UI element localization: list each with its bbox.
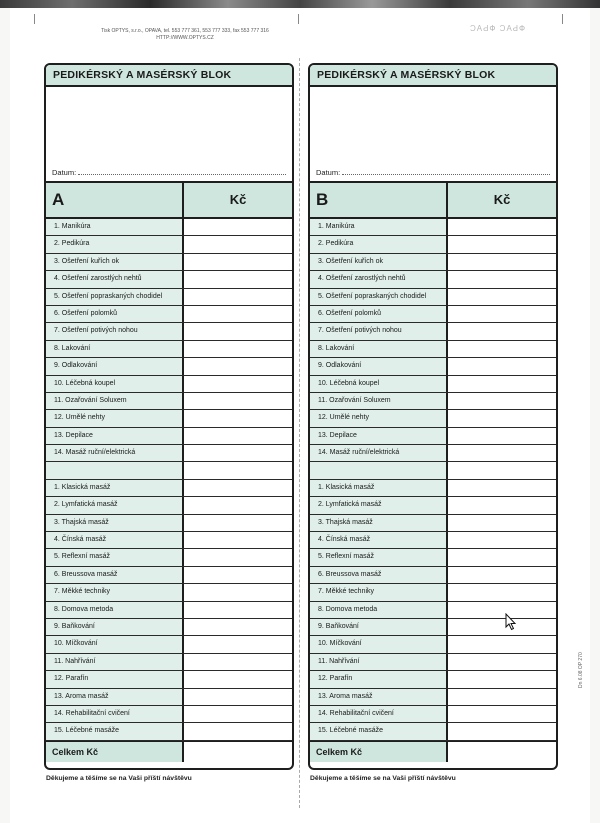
printer-line-2: HTTP://WWW.OPTYS.CZ	[156, 35, 214, 41]
service-label: 11. Nahřívání	[46, 654, 184, 670]
service-list	[46, 219, 292, 741]
service-label: 3. Ošetření kuřích ok	[310, 254, 448, 270]
price-cell[interactable]	[184, 376, 292, 392]
price-cell[interactable]	[448, 323, 556, 339]
price-cell[interactable]	[448, 602, 556, 618]
service-row	[46, 497, 292, 514]
price-cell[interactable]	[448, 584, 556, 600]
service-row	[46, 723, 292, 740]
service-row	[310, 584, 556, 601]
price-cell[interactable]	[448, 706, 556, 722]
service-label	[46, 462, 184, 478]
service-row	[310, 723, 556, 740]
price-cell[interactable]	[448, 462, 556, 478]
price-cell[interactable]	[184, 706, 292, 722]
service-label: 7. Ošetření potivých nohou	[310, 323, 448, 339]
price-cell[interactable]	[184, 393, 292, 409]
top-code: ƆAԀФ ƆAԀФ	[470, 24, 527, 33]
service-label: 15. Léčebné masáže	[46, 723, 184, 739]
service-row	[46, 289, 292, 306]
price-cell[interactable]	[184, 654, 292, 670]
service-label: 4. Čínská masáž	[310, 532, 448, 548]
service-label: 3. Ošetření kuřích ok	[46, 254, 184, 270]
service-row	[310, 254, 556, 271]
price-cell[interactable]	[184, 445, 292, 461]
service-row	[310, 410, 556, 427]
service-label: 1. Manikúra	[46, 219, 184, 235]
form-title: PEDIKÉRSKÝ A MASÉRSKÝ BLOK	[310, 65, 556, 87]
service-row	[46, 219, 292, 236]
price-cell[interactable]	[448, 428, 556, 444]
datum-label: Datum:	[316, 168, 341, 177]
service-label: 9. Odlakování	[310, 358, 448, 374]
service-row	[46, 254, 292, 271]
service-label: 7. Měkké techniky	[46, 584, 184, 600]
service-label: 6. Ošetření polomků	[46, 306, 184, 322]
price-cell[interactable]	[448, 393, 556, 409]
service-row	[310, 323, 556, 340]
service-label: 11. Ozařování Soluxem	[310, 393, 448, 409]
service-label: 1. Klasická masáž	[310, 480, 448, 496]
service-label: 10. Léčebná koupel	[310, 376, 448, 392]
total-label: Celkem Kč	[46, 742, 184, 762]
service-label: 8. Lakování	[46, 341, 184, 357]
price-cell[interactable]	[448, 254, 556, 270]
price-cell[interactable]	[184, 515, 292, 531]
price-cell[interactable]	[184, 341, 292, 357]
service-row	[310, 428, 556, 445]
service-row	[46, 532, 292, 549]
service-row	[46, 323, 292, 340]
service-row	[46, 376, 292, 393]
thanks-note-b: Děkujeme a těšíme se na Vaši příští návštěvu	[310, 775, 456, 782]
separator-row	[310, 462, 556, 479]
price-cell[interactable]	[184, 236, 292, 252]
price-cell[interactable]	[448, 410, 556, 426]
service-label: 9. Baňkování	[310, 619, 448, 635]
price-cell[interactable]	[448, 654, 556, 670]
price-cell[interactable]	[184, 410, 292, 426]
perforation-line	[299, 58, 300, 808]
service-row	[46, 341, 292, 358]
price-cell[interactable]	[184, 254, 292, 270]
service-label: 1. Manikúra	[310, 219, 448, 235]
price-cell[interactable]	[448, 567, 556, 583]
column-header	[310, 183, 556, 219]
price-cell[interactable]	[184, 602, 292, 618]
service-row	[46, 358, 292, 375]
service-row	[310, 376, 556, 393]
price-cell[interactable]	[448, 671, 556, 687]
service-list	[310, 219, 556, 741]
currency-header: Kč	[493, 192, 511, 207]
service-row	[46, 549, 292, 566]
price-cell[interactable]	[448, 549, 556, 565]
datum-line[interactable]	[342, 174, 550, 175]
service-row	[310, 271, 556, 288]
price-cell[interactable]	[448, 723, 556, 739]
column-header	[46, 183, 292, 219]
price-cell[interactable]	[184, 428, 292, 444]
service-label: 9. Baňkování	[46, 619, 184, 635]
price-cell[interactable]	[184, 358, 292, 374]
service-row	[310, 341, 556, 358]
total-value-cell[interactable]	[448, 742, 556, 762]
form-letter: B	[310, 183, 448, 217]
printer-info	[70, 28, 300, 42]
service-label: 10. Míčkování	[46, 636, 184, 652]
service-label: 3. Thajská masáž	[46, 515, 184, 531]
price-cell[interactable]	[448, 497, 556, 513]
crop-mark-middle	[298, 14, 299, 24]
service-label: 2. Pedikúra	[310, 236, 448, 252]
service-row	[310, 532, 556, 549]
side-code: Dn 6.08 OP 270	[578, 652, 584, 688]
price-cell[interactable]	[184, 532, 292, 548]
service-label: 14. Masáž ruční/elektrická	[310, 445, 448, 461]
service-row	[46, 271, 292, 288]
service-label: 12. Umělé nehty	[46, 410, 184, 426]
service-label: 13. Depilace	[310, 428, 448, 444]
service-row	[310, 602, 556, 619]
price-cell[interactable]	[184, 567, 292, 583]
service-label: 8. Domova metoda	[310, 602, 448, 618]
service-label: 8. Lakování	[310, 341, 448, 357]
service-label: 4. Ošetření zarostlých nehtů	[310, 271, 448, 287]
service-label: 5. Reflexní masáž	[310, 549, 448, 565]
service-row	[310, 358, 556, 375]
service-row	[310, 236, 556, 253]
price-cell[interactable]	[184, 723, 292, 739]
price-cell[interactable]	[448, 358, 556, 374]
currency-header: Kč	[229, 192, 247, 207]
service-label: 14. Rehabilitační cvičení	[310, 706, 448, 722]
price-cell[interactable]	[184, 497, 292, 513]
thanks-note-a: Děkujeme a těšíme se na Vaši příští návštěvu	[46, 775, 192, 782]
service-row	[46, 602, 292, 619]
service-row	[310, 549, 556, 566]
price-cell[interactable]	[184, 619, 292, 635]
service-label: 4. Čínská masáž	[46, 532, 184, 548]
service-label: 12. Parafín	[310, 671, 448, 687]
service-row	[46, 306, 292, 323]
price-cell[interactable]	[184, 636, 292, 652]
service-label: 6. Breussova masáž	[46, 567, 184, 583]
price-cell[interactable]	[448, 271, 556, 287]
price-cell[interactable]	[184, 584, 292, 600]
service-label: 9. Odlakování	[46, 358, 184, 374]
service-label: 10. Míčkování	[310, 636, 448, 652]
price-cell[interactable]	[448, 219, 556, 235]
service-row	[310, 671, 556, 688]
service-label: 6. Ošetření polomků	[310, 306, 448, 322]
service-row	[310, 219, 556, 236]
form-title: PEDIKÉRSKÝ A MASÉRSKÝ BLOK	[46, 65, 292, 87]
service-row	[46, 236, 292, 253]
price-cell[interactable]	[448, 515, 556, 531]
service-row	[310, 654, 556, 671]
service-row	[46, 584, 292, 601]
service-label: 11. Ozařování Soluxem	[46, 393, 184, 409]
price-cell[interactable]	[184, 306, 292, 322]
service-row	[46, 428, 292, 445]
separator-row	[46, 462, 292, 479]
service-row	[310, 515, 556, 532]
price-cell[interactable]	[448, 341, 556, 357]
service-row	[310, 619, 556, 636]
service-row	[46, 636, 292, 653]
notes-area[interactable]	[46, 87, 292, 183]
price-cell[interactable]	[184, 671, 292, 687]
service-row	[46, 619, 292, 636]
price-cell[interactable]	[448, 619, 556, 635]
service-label: 1. Klasická masáž	[46, 480, 184, 496]
service-label: 2. Pedikúra	[46, 236, 184, 252]
service-row	[310, 306, 556, 323]
price-cell[interactable]	[448, 236, 556, 252]
form-letter: A	[46, 183, 184, 217]
service-label: 10. Léčebná koupel	[46, 376, 184, 392]
price-cell[interactable]	[184, 549, 292, 565]
service-row	[310, 706, 556, 723]
service-row	[46, 654, 292, 671]
service-row	[310, 480, 556, 497]
service-row	[310, 445, 556, 462]
price-cell[interactable]	[448, 289, 556, 305]
service-row	[310, 689, 556, 706]
datum-label: Datum:	[52, 168, 77, 177]
notes-area[interactable]	[310, 87, 556, 183]
form-b	[308, 63, 558, 770]
service-label: 11. Nahřívání	[310, 654, 448, 670]
total-label: Celkem Kč	[310, 742, 448, 762]
service-label: 14. Masáž ruční/elektrická	[46, 445, 184, 461]
service-row	[310, 567, 556, 584]
service-label: 5. Ošetření popraskaných chodidel	[46, 289, 184, 305]
price-cell[interactable]	[448, 376, 556, 392]
service-label: 7. Ošetření potivých nohou	[46, 323, 184, 339]
service-label: 2. Lymfatická masáž	[46, 497, 184, 513]
service-label: 5. Reflexní masáž	[46, 549, 184, 565]
service-label: 12. Umělé nehty	[310, 410, 448, 426]
total-row	[310, 741, 556, 762]
service-row	[46, 689, 292, 706]
price-cell[interactable]	[448, 532, 556, 548]
service-row	[46, 671, 292, 688]
service-label: 6. Breussova masáž	[310, 567, 448, 583]
service-label: 14. Rehabilitační cvičení	[46, 706, 184, 722]
service-label: 13. Aroma masáž	[46, 689, 184, 705]
total-row	[46, 741, 292, 762]
price-cell[interactable]	[184, 323, 292, 339]
service-row	[310, 636, 556, 653]
price-cell[interactable]	[184, 462, 292, 478]
price-cell[interactable]	[448, 480, 556, 496]
service-row	[46, 445, 292, 462]
service-label: 4. Ošetření zarostlých nehtů	[46, 271, 184, 287]
service-row	[310, 289, 556, 306]
price-cell[interactable]	[184, 219, 292, 235]
price-cell[interactable]	[448, 689, 556, 705]
price-cell[interactable]	[184, 289, 292, 305]
service-row	[310, 393, 556, 410]
service-label: 15. Léčebné masáže	[310, 723, 448, 739]
form-a	[44, 63, 294, 770]
total-value-cell[interactable]	[184, 742, 292, 762]
service-row	[46, 515, 292, 532]
price-cell[interactable]	[448, 636, 556, 652]
price-cell[interactable]	[448, 306, 556, 322]
price-cell[interactable]	[448, 445, 556, 461]
crop-mark-left	[34, 14, 35, 24]
service-label: 12. Parafín	[46, 671, 184, 687]
service-label	[310, 462, 448, 478]
service-label: 13. Aroma masáž	[310, 689, 448, 705]
service-label: 8. Domova metoda	[46, 602, 184, 618]
service-row	[46, 480, 292, 497]
service-row	[310, 497, 556, 514]
mouse-pointer-icon	[505, 613, 517, 631]
service-row	[46, 567, 292, 584]
service-row	[46, 706, 292, 723]
service-label: 2. Lymfatická masáž	[310, 497, 448, 513]
price-cell[interactable]	[184, 689, 292, 705]
service-label: 3. Thajská masáž	[310, 515, 448, 531]
service-label: 13. Depilace	[46, 428, 184, 444]
service-label: 7. Měkké techniky	[310, 584, 448, 600]
price-cell[interactable]	[184, 271, 292, 287]
scan-top-edge	[0, 0, 600, 8]
service-row	[46, 410, 292, 427]
datum-line[interactable]	[78, 174, 286, 175]
crop-mark-right	[562, 14, 563, 24]
service-label: 5. Ošetření popraskaných chodidel	[310, 289, 448, 305]
service-row	[46, 393, 292, 410]
price-cell[interactable]	[184, 480, 292, 496]
printer-line-1: Tisk OPTYS, s.r.o., OPAVA, tel. 553 777 361, 553 777 333, fax 553 777 316	[101, 28, 269, 34]
